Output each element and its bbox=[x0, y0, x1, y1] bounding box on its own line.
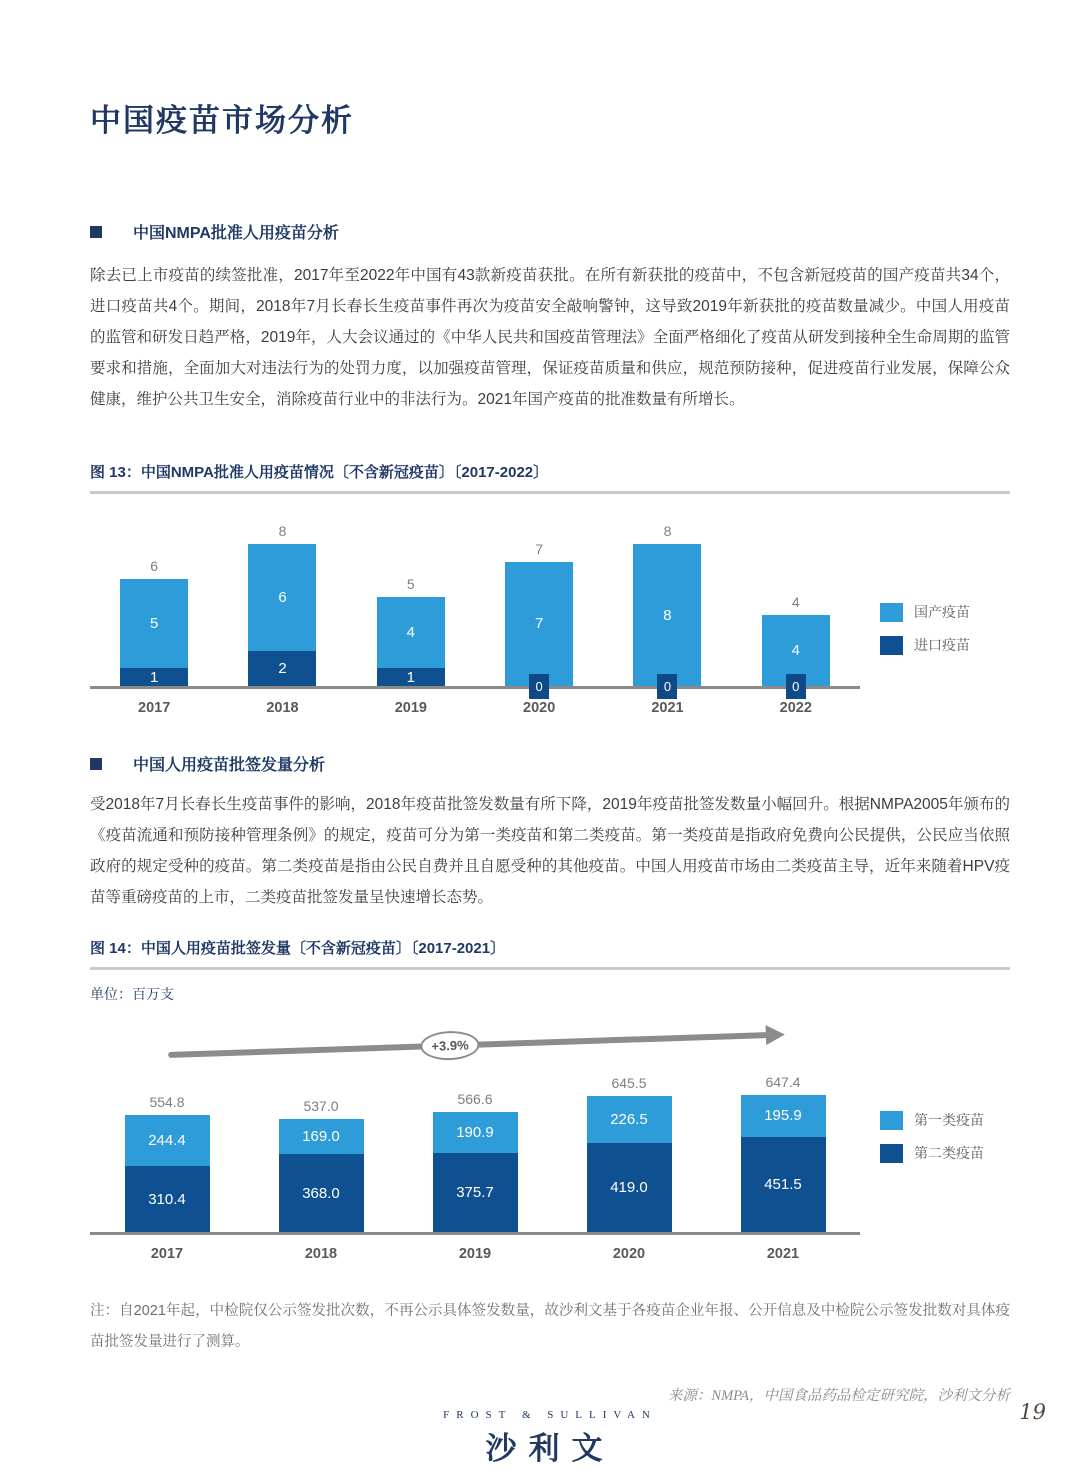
bar-segment: 195.9 bbox=[741, 1095, 826, 1136]
stacked-bar bbox=[120, 558, 188, 686]
bar-group bbox=[398, 1068, 552, 1232]
legend-swatch-icon bbox=[880, 636, 903, 655]
bar-segment: 6 bbox=[248, 544, 316, 651]
stacked-bar bbox=[741, 1074, 826, 1232]
bar-segment: 7 bbox=[505, 562, 573, 686]
growth-rate-badge: +3.9% bbox=[420, 1030, 480, 1061]
section-heading-lot-release bbox=[90, 752, 1010, 775]
legend-swatch-icon bbox=[880, 1111, 903, 1130]
logo-english-text: FROST & SULLIVAN bbox=[443, 1409, 657, 1421]
x-axis-label: 2020 bbox=[523, 700, 556, 716]
section2-paragraph: 受2018年7月长春长生疫苗事件的影响，2018年疫苗批签发数量有所下降，2019年疫苗批签发数量小幅回升。根据NMPA2005年颁布的《疫苗流通和预防接种管理条例》的规定，疫苗可分为第一类疫苗和第二类疫苗。第一类疫苗是指政府免费向公民提供，公民应当依照政府的规定受种的疫苗。第二类疫苗是指由公民自费并且自愿受种的其他疫苗。中国人用疫苗市场由二类疫苗主导，近年来随着HPV疫苗等重磅疫苗的上市，二类疫苗批签发量呈快速增长态势。 bbox=[90, 796, 1010, 906]
bar-group bbox=[90, 522, 218, 686]
bar-segment: 375.7 bbox=[433, 1153, 518, 1233]
bar-segment: 368.0 bbox=[279, 1154, 364, 1232]
section-heading-label: 中国人用疫苗批签发量分析 bbox=[133, 757, 326, 774]
x-axis-label: 2017 bbox=[150, 1246, 184, 1262]
figure13-chart bbox=[90, 522, 1010, 716]
page-number: 19 bbox=[1019, 1400, 1046, 1424]
legend-item bbox=[880, 602, 1010, 622]
bar-segment: 4 bbox=[762, 615, 830, 686]
legend-swatch-icon bbox=[880, 603, 903, 622]
stacked-bar bbox=[125, 1094, 210, 1232]
legend-swatch-icon bbox=[880, 1144, 903, 1163]
x-axis-label: 2021 bbox=[651, 700, 684, 716]
bar-group bbox=[90, 1068, 244, 1232]
stacked-bar bbox=[587, 1075, 672, 1232]
bar-group bbox=[347, 522, 475, 686]
bar-total-label: 4 bbox=[791, 594, 800, 610]
bar-segment: 226.5 bbox=[587, 1096, 672, 1144]
x-axis-label: 2022 bbox=[779, 700, 812, 716]
x-axis-label: 2018 bbox=[266, 700, 299, 716]
bar-segment: 8 bbox=[633, 544, 701, 686]
figure14-legend bbox=[860, 1068, 1010, 1262]
bar-total-label: 645.5 bbox=[611, 1074, 647, 1091]
zero-value-badge: 0 bbox=[786, 674, 806, 699]
arrowhead-icon bbox=[766, 1024, 786, 1045]
bar-group bbox=[706, 1068, 860, 1232]
x-axis-line bbox=[90, 1232, 860, 1235]
legend-item bbox=[880, 635, 1010, 655]
bar-total-label: 554.8 bbox=[149, 1093, 185, 1110]
x-axis-label: 2020 bbox=[612, 1246, 646, 1262]
source-line: 来源：NMPA，中国食品药品检定研究院，沙利文分析 bbox=[667, 1388, 1010, 1404]
bar-total-label: 7 bbox=[535, 540, 544, 557]
bar-total-label: 647.4 bbox=[765, 1074, 801, 1091]
legend-item bbox=[880, 1143, 1010, 1163]
bar-total-label: 6 bbox=[150, 558, 159, 575]
bar-segment: 1 bbox=[377, 668, 445, 686]
bar-segment: 4 bbox=[377, 597, 445, 668]
x-axis-label: 2019 bbox=[458, 1246, 492, 1262]
report-page bbox=[0, 95, 1080, 1466]
x-axis-labels bbox=[90, 689, 860, 716]
figure13-caption: 图 13：中国NMPA批准人用疫苗情况〔不含新冠疫苗〕〔2017-2022〕 bbox=[90, 461, 1010, 494]
bar-total-label: 537.0 bbox=[303, 1097, 339, 1114]
bar-segment: 2 bbox=[248, 651, 316, 687]
figure14-caption: 图 14：中国人用疫苗批签发量〔不含新冠疫苗〕〔2017-2021〕 bbox=[90, 937, 1010, 970]
growth-trend-arrow-icon bbox=[168, 1032, 768, 1058]
legend-label: 进口疫苗 bbox=[914, 637, 970, 653]
growth-arrow-area bbox=[90, 1016, 1010, 1068]
section-heading-nmpa-approval bbox=[90, 220, 1010, 243]
footnote: 注：自2021年起，中检院仅公示签发批次数，不再公示具体签发数量，故沙利文基于各疫苗企业年报、公开信息及中检院公示签发批数对具体疫苗批签发量进行了测算。 bbox=[90, 1303, 1010, 1350]
page-title: 中国疫苗市场分析 bbox=[90, 103, 354, 138]
stacked-bar bbox=[762, 594, 830, 686]
bar-group bbox=[244, 1068, 398, 1232]
square-bullet-icon bbox=[90, 758, 102, 770]
logo-chinese-text: 沙利文 bbox=[485, 1431, 615, 1466]
legend-label: 国产疫苗 bbox=[914, 604, 970, 620]
bars-row bbox=[90, 1068, 860, 1232]
bar-segment: 5 bbox=[120, 579, 188, 668]
bar-group bbox=[552, 1068, 706, 1232]
legend-item bbox=[880, 1110, 1010, 1130]
bar-total-label: 8 bbox=[278, 523, 287, 539]
stacked-bar bbox=[505, 541, 573, 686]
x-axis-line bbox=[90, 686, 860, 689]
x-axis-label: 2018 bbox=[304, 1246, 338, 1262]
legend-label: 第二类疫苗 bbox=[914, 1145, 984, 1161]
bar-segment: 419.0 bbox=[587, 1143, 672, 1232]
section1-paragraph: 除去已上市疫苗的续签批准，2017年至2022年中国有43款新疫苗获批。在所有新获批的疫苗中，不包含新冠疫苗的国产疫苗共34个，进口疫苗共4个。期间，2018年7月长春长生疫苗事件再次为疫苗安全敲响警钟，这导致2019年新获批的疫苗数量减少。中国人用疫苗的监管和研发日趋严格，2019年，人大会议通过的《中华人民共和国疫苗管理法》全面严格细化了疫苗从研发到接种全生命周期的监管要求和措施，全面加大对违法行为的处罚力度，以加强疫苗管理，保证疫苗质量和供应，规范预防接种，促进疫苗行业发展，保障公众健康，维护公共卫生安全，消除疫苗行业中的非法行为。2021年国产疫苗的批准数量有所增长。 bbox=[90, 267, 1010, 408]
stacked-bar bbox=[433, 1091, 518, 1232]
bar-segment: 1 bbox=[120, 668, 188, 686]
bar-segment: 451.5 bbox=[741, 1137, 826, 1233]
figure13-legend bbox=[860, 522, 1010, 716]
bar-segment: 190.9 bbox=[433, 1112, 518, 1152]
x-axis-labels bbox=[90, 1235, 860, 1262]
zero-value-badge: 0 bbox=[657, 674, 677, 699]
bar-total-label: 8 bbox=[663, 523, 672, 539]
bars-row bbox=[90, 522, 860, 694]
square-bullet-icon bbox=[90, 226, 102, 238]
bar-segment: 310.4 bbox=[125, 1166, 210, 1232]
figure14-plot bbox=[90, 1068, 860, 1262]
x-axis-label: 2019 bbox=[394, 700, 427, 716]
figure14-unit-label: 单位：百万支 bbox=[90, 986, 174, 1002]
bar-segment: 169.0 bbox=[279, 1119, 364, 1155]
figure14-chart bbox=[90, 1068, 1010, 1262]
bar-segment: 244.4 bbox=[125, 1115, 210, 1167]
bar-total-label: 566.6 bbox=[457, 1091, 493, 1108]
stacked-bar bbox=[377, 576, 445, 686]
zero-value-badge: 0 bbox=[529, 674, 549, 699]
stacked-bar bbox=[248, 523, 316, 686]
section-heading-label: 中国NMPA批准人用疫苗分析 bbox=[133, 225, 339, 242]
bar-group bbox=[603, 522, 731, 694]
figure13-plot bbox=[90, 522, 860, 716]
x-axis-label: 2021 bbox=[766, 1246, 800, 1262]
x-axis-label: 2017 bbox=[138, 700, 171, 716]
stacked-bar bbox=[279, 1098, 364, 1232]
bar-total-label: 5 bbox=[406, 576, 415, 593]
bar-group bbox=[218, 522, 346, 686]
legend-label: 第一类疫苗 bbox=[914, 1112, 984, 1128]
bar-group bbox=[732, 522, 860, 694]
stacked-bar bbox=[633, 523, 701, 686]
bar-group bbox=[475, 522, 603, 694]
frost-sullivan-logo bbox=[90, 1409, 1010, 1468]
